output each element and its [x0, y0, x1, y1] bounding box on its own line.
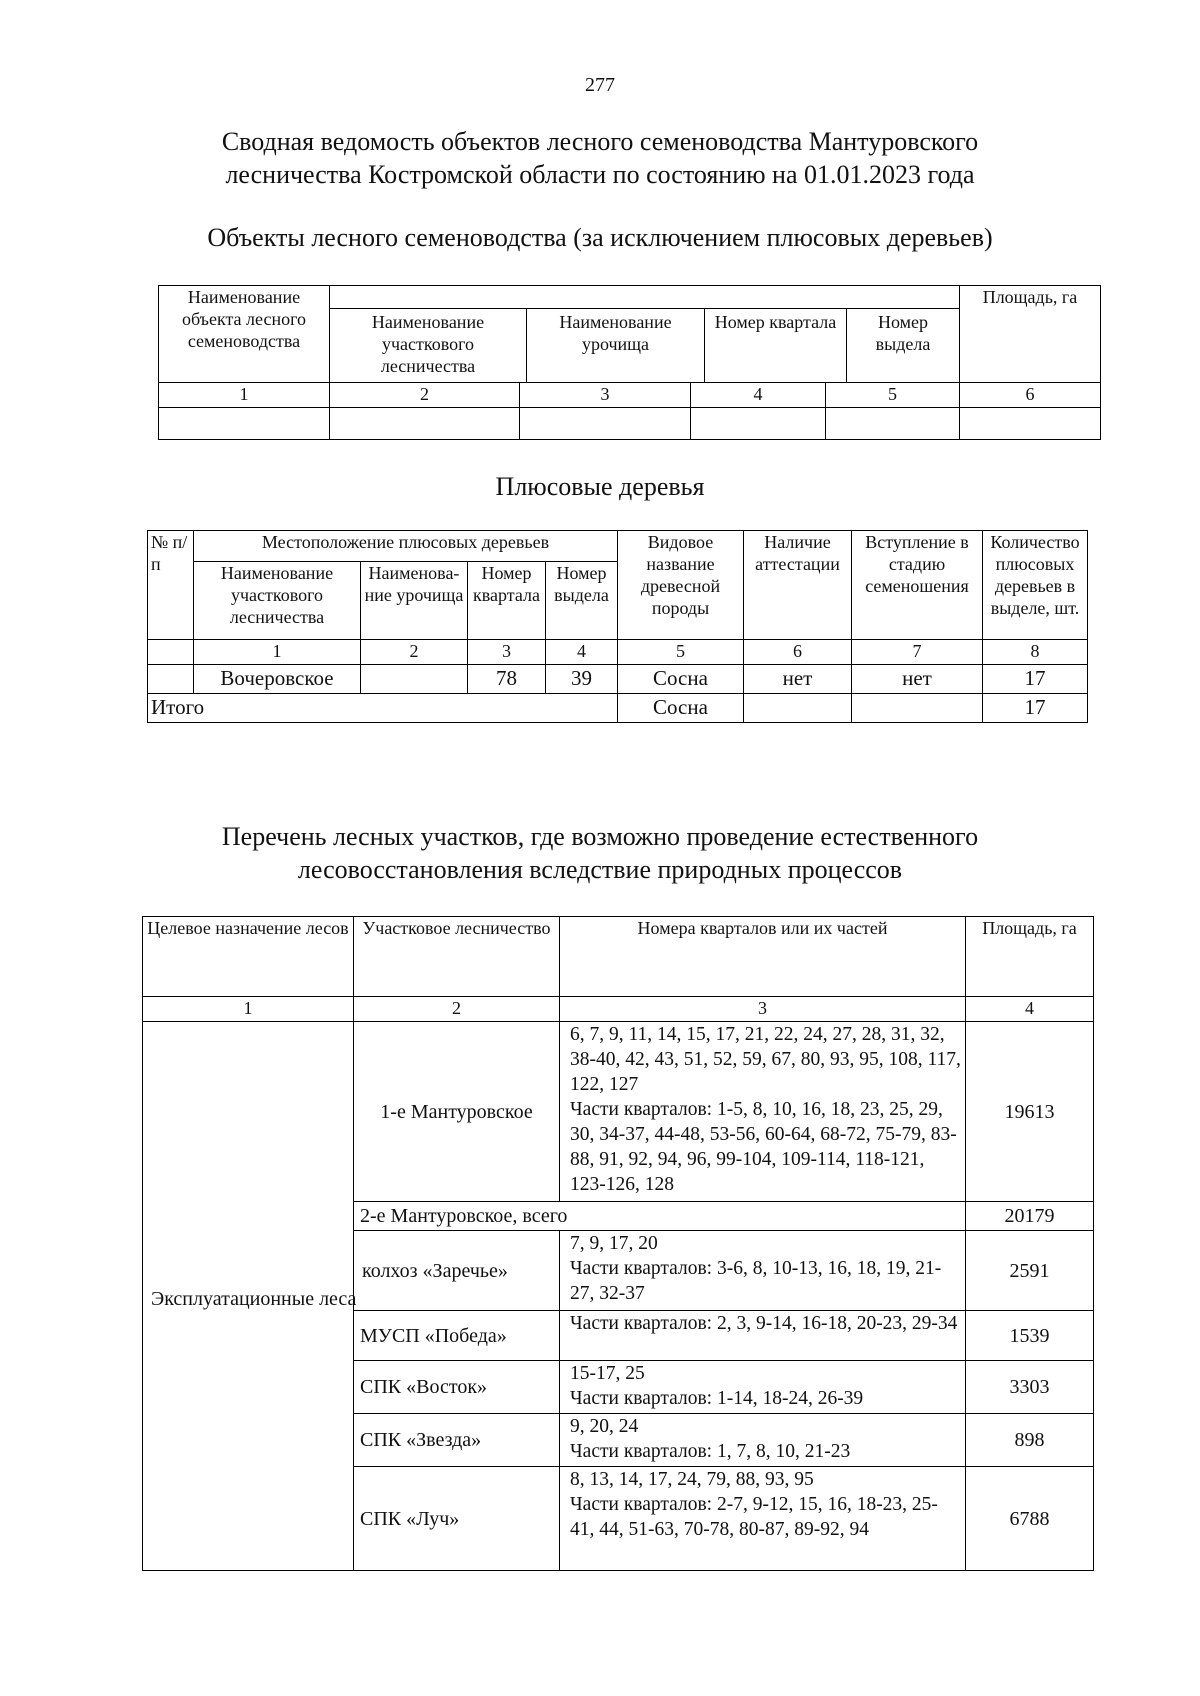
subtotal-area: 20179 — [966, 1202, 1094, 1231]
column-number — [148, 640, 194, 665]
header-attestation: Наличие аттестации — [744, 531, 852, 640]
plus-trees-table — [147, 530, 1088, 723]
total-species: Сосна — [618, 694, 744, 723]
seed-objects-table — [158, 285, 1101, 440]
header-tract: Наименова-ние урочища — [361, 562, 468, 640]
quarters-list: 8, 13, 14, 17, 24, 79, 88, 93, 95 Части кварталов: 2-7, 9-12, 15, 16, 18-23, 25-41, 44, 51-63, 70-78, 80-87, 89-92, 94 — [560, 1467, 966, 1571]
header-quarter: Номер квартала — [705, 309, 847, 382]
forestry-name: 1-е Мантуровское — [354, 1022, 560, 1202]
section3-title-line-2: лесовосстановления вследствие природных процессов — [297, 855, 903, 884]
column-number: 8 — [983, 640, 1088, 665]
table-cell-num — [148, 665, 194, 694]
table-cell-count: 17 — [983, 665, 1088, 694]
area-value: 2591 — [966, 1231, 1094, 1311]
column-number: 2 — [354, 997, 560, 1022]
column-number: 3 — [520, 383, 691, 408]
column-number: 2 — [361, 640, 468, 665]
header-tree-count: Количество плюсовых деревьев в выделе, шт. — [983, 531, 1088, 640]
column-number: 5 — [618, 640, 744, 665]
column-number: 3 — [560, 997, 966, 1022]
header-forestry: Наименование участкового лесничества — [194, 562, 361, 640]
empty-cell — [691, 408, 826, 440]
header-plus-tree-location: Местоположение плюсовых деревьев — [194, 531, 618, 562]
column-number: 6 — [960, 383, 1101, 408]
forestry-name: СПК «Восток» — [354, 1361, 560, 1414]
quarters-list: 15-17, 25 Части кварталов: 1-14, 18-24, 26-39 — [560, 1361, 966, 1414]
header-forestry: Участковое лесничество — [354, 917, 560, 997]
quarters-list: Части кварталов: 2, 3, 9-14, 16-18, 20-23, 29-34 — [560, 1311, 966, 1361]
header-row-number: № п/п — [148, 531, 194, 640]
subtotal-label: 2-е Мантуровское, всего — [354, 1202, 966, 1231]
header-location-group — [330, 286, 960, 383]
area-value: 19613 — [966, 1022, 1094, 1202]
column-number: 4 — [691, 383, 826, 408]
header-object-name: Наименование объекта лесного семеноводства — [159, 286, 330, 383]
quarters-list: 9, 20, 24 Части кварталов: 1, 7, 8, 10, 21-23 — [560, 1414, 966, 1467]
empty-cell — [826, 408, 960, 440]
column-number: 3 — [468, 640, 546, 665]
empty-cell — [960, 408, 1101, 440]
area-value: 6788 — [966, 1467, 1094, 1571]
table-cell-forestry: Вочеровское — [194, 665, 361, 694]
forest-purpose: Эксплуатационные леса — [143, 1022, 354, 1571]
section1-title: Объекты лесного семеноводства (за исключением плюсовых деревьев) — [207, 223, 993, 252]
empty-cell — [744, 694, 852, 723]
header-seeding-stage: Вступление в стадию семеношения — [852, 531, 983, 640]
empty-cell — [520, 408, 691, 440]
forestry-name: СПК «Звезда» — [354, 1414, 560, 1467]
forestry-name: СПК «Луч» — [354, 1467, 560, 1571]
column-number: 1 — [143, 997, 354, 1022]
column-number: 7 — [852, 640, 983, 665]
forestry-name: колхоз «Заречье» — [354, 1231, 560, 1311]
table-cell-seeding: нет — [852, 665, 983, 694]
table-cell-species: Сосна — [618, 665, 744, 694]
natural-regeneration-table — [142, 916, 1094, 1571]
empty-cell — [852, 694, 983, 723]
header-allotment: Номер выдела — [546, 562, 618, 640]
area-value: 898 — [966, 1414, 1094, 1467]
empty-cell — [330, 408, 520, 440]
document-title-line-2: лесничества Костромской области по состоянию на 01.01.2023 года — [225, 160, 975, 189]
header-area: Площадь, га — [960, 286, 1101, 383]
section2-title: Плюсовые деревья — [495, 472, 705, 501]
quarters-list: 6, 7, 9, 11, 14, 15, 17, 21, 22, 24, 27, 28, 31, 32, 38-40, 42, 43, 51, 52, 59, 67, 80, 93, 95, 108, 117, 122, 127 Части кварталов: 1-5, 8, 10, 16, 18, 23, 25, 29, 30, 34-37, 44-48, 53-56, 60-64, 68-72, 75-79, 83-88, 91, 92, 94, 96, 99-104, 109-114, 118-121, 123-126, 128 — [560, 1022, 966, 1202]
column-number: 4 — [546, 640, 618, 665]
table-cell-attestation: нет — [744, 665, 852, 694]
column-number: 2 — [330, 383, 520, 408]
header-quarter: Номер квартала — [468, 562, 546, 640]
table-cell-quarter: 78 — [468, 665, 546, 694]
total-label: Итого — [148, 694, 618, 723]
column-number: 4 — [966, 997, 1094, 1022]
section3-title-line-1: Перечень лесных участков, где возможно проведение естественного — [221, 822, 979, 851]
empty-cell — [159, 408, 330, 440]
total-count: 17 — [983, 694, 1088, 723]
column-number: 1 — [159, 383, 330, 408]
header-quarters: Номера кварталов или их частей — [560, 917, 966, 997]
document-title-line-1: Сводная ведомость объектов лесного семеноводства Мантуровского — [221, 127, 979, 156]
header-purpose: Целевое назначение лесов — [143, 917, 354, 997]
header-area: Площадь, га — [966, 917, 1094, 997]
header-tract: Наименование урочища — [527, 309, 705, 382]
area-value: 1539 — [966, 1311, 1094, 1361]
column-number: 5 — [826, 383, 960, 408]
column-number: 1 — [194, 640, 361, 665]
header-forestry: Наименование участкового лесничества — [330, 309, 527, 382]
column-number: 6 — [744, 640, 852, 665]
header-allotment: Номер выдела — [875, 312, 931, 354]
quarters-list: 7, 9, 17, 20 Части кварталов: 3-6, 8, 10-13, 16, 18, 19, 21-27, 32-37 — [560, 1231, 966, 1311]
area-value: 3303 — [966, 1361, 1094, 1414]
table-cell-allotment: 39 — [546, 665, 618, 694]
forestry-name: МУСП «Победа» — [354, 1311, 560, 1361]
header-species: Видовое название древесной породы — [618, 531, 744, 640]
table-cell-tract — [361, 665, 468, 694]
page-number: 277 — [585, 74, 615, 96]
